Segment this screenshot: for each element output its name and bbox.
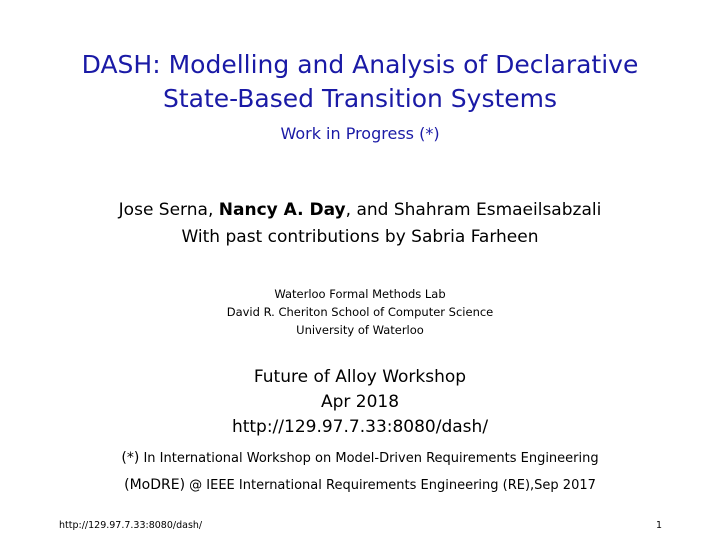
page-number: 1 bbox=[656, 520, 663, 531]
footnote-line-1 bbox=[0, 445, 720, 472]
author-separator: , bbox=[207, 200, 219, 220]
author-jose-serna: Jose Serna bbox=[118, 200, 208, 220]
slide-subtitle: Work in Progress (*) bbox=[280, 124, 440, 143]
author-shahram-esmaeilsabzali: Shahram Esmaeilsabzali bbox=[393, 200, 602, 220]
author-nancy-day: Nancy A. Day bbox=[218, 200, 346, 220]
event-date: Apr 2018 bbox=[320, 392, 400, 412]
authors-block bbox=[0, 197, 720, 251]
school-name: David R. Cheriton School of Computer Science bbox=[226, 305, 494, 319]
lab-name: Waterloo Formal Methods Lab bbox=[274, 287, 446, 301]
event-url[interactable]: http://129.97.7.33:8080/dash/ bbox=[231, 417, 489, 437]
footnote-line-2 bbox=[0, 472, 720, 499]
university-name: University of Waterloo bbox=[296, 323, 424, 337]
author-separator: , and bbox=[345, 200, 394, 220]
past-contributions: With past contributions by Sabria Farheen bbox=[181, 227, 539, 247]
slide-title bbox=[0, 48, 720, 116]
footnote-modre: (MoDRE) bbox=[124, 477, 186, 493]
footnote-block bbox=[0, 445, 720, 499]
title-line-1: DASH: Modelling and Analysis of Declarative bbox=[81, 50, 639, 79]
title-line-2: State-Based Transition Systems bbox=[162, 84, 558, 113]
footnote-marker: (*) bbox=[121, 450, 140, 466]
author-list bbox=[0, 197, 720, 224]
footnote-text-1: In International Workshop on Model-Driven Requirements Engineering bbox=[139, 451, 599, 466]
footnote-text-2: @ IEEE International Requirements Engineering (RE),Sep 2017 bbox=[185, 478, 596, 493]
event-block bbox=[0, 365, 720, 440]
institution-block bbox=[0, 285, 720, 339]
footer-url[interactable]: http://129.97.7.33:8080/dash/ bbox=[59, 520, 203, 531]
event-name: Future of Alloy Workshop bbox=[253, 367, 467, 387]
